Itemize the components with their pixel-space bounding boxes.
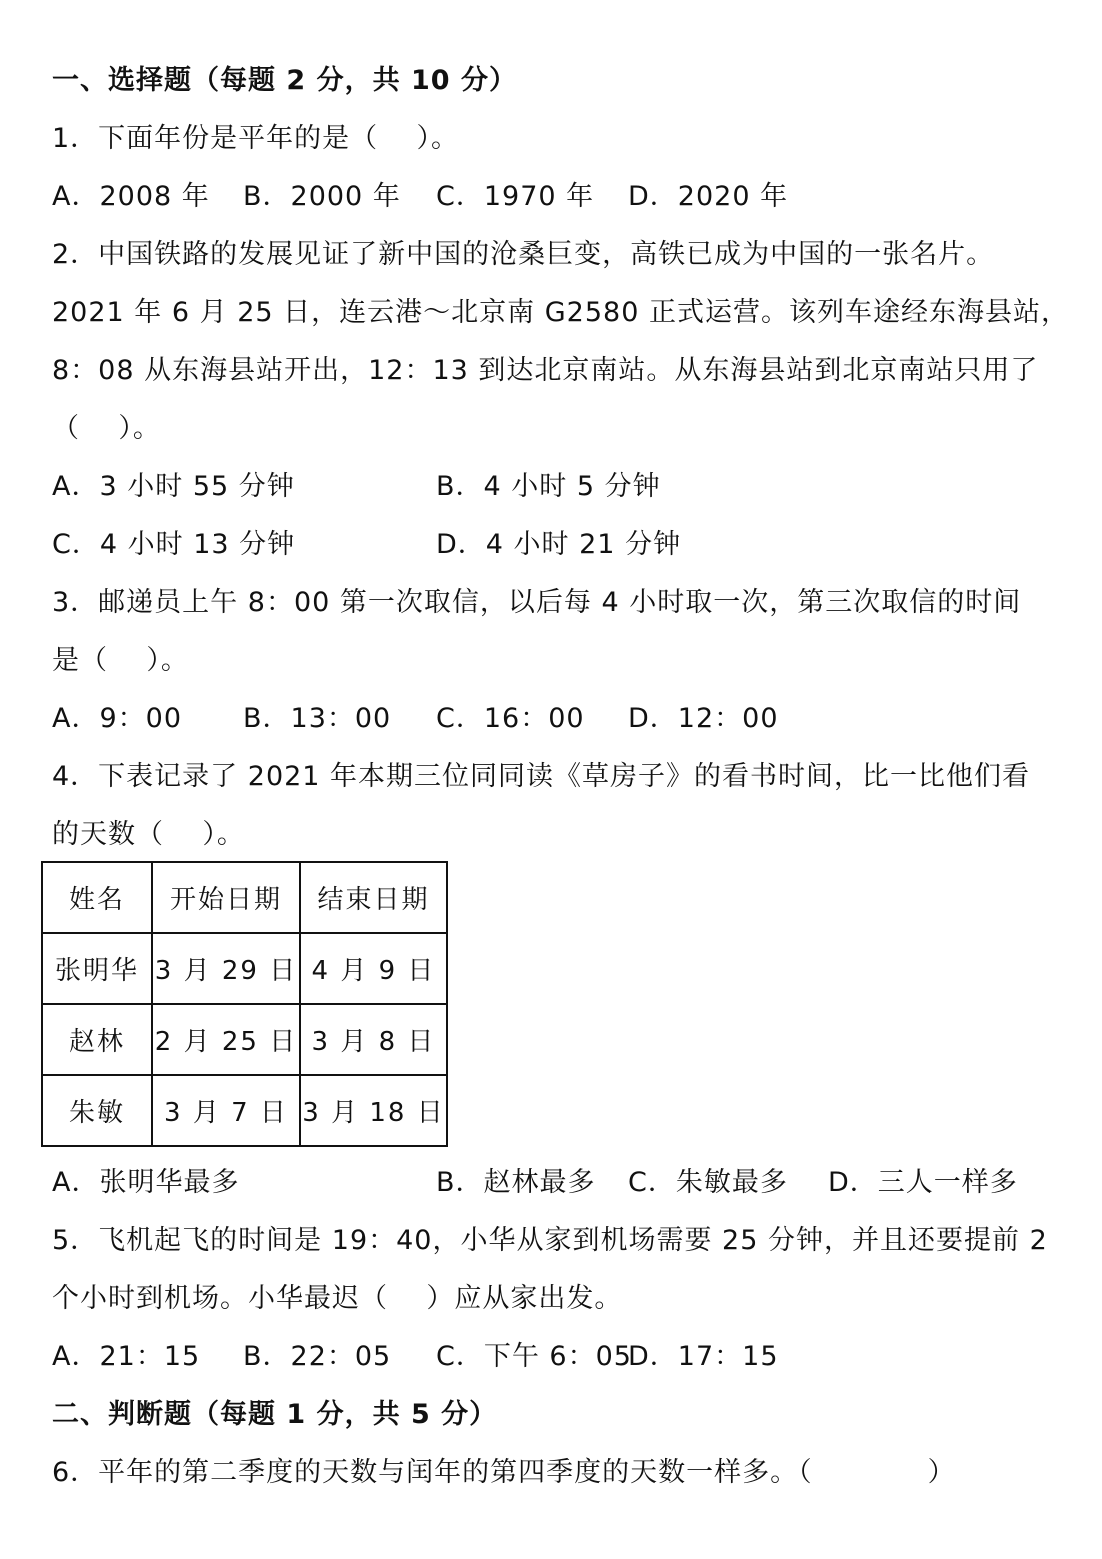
- question-1-option-a: A．2008 年: [52, 181, 210, 212]
- question-5-option-d: D．17：15: [628, 1341, 779, 1372]
- question-5-option-a: A．21：15: [52, 1341, 201, 1372]
- question-6-stem: 6．平年的第二季度的天数与闰年的第四季度的天数一样多。（ ）: [52, 1457, 956, 1488]
- table-cell: 4 月 9 日: [300, 933, 447, 1004]
- question-1-option-b: B．2000 年: [243, 181, 401, 212]
- question-3-line-2: 是（ ）。: [52, 645, 189, 676]
- table-cell: 张明华: [42, 933, 152, 1004]
- question-1-option-d: D．2020 年: [628, 181, 789, 212]
- table-row: [42, 1075, 447, 1146]
- table-cell: 3 月 8 日: [300, 1004, 447, 1075]
- table-cell: 3 月 18 日: [300, 1075, 447, 1146]
- table-header-cell: 姓名: [42, 862, 152, 933]
- question-2-option-d: D．4 小时 21 分钟: [436, 529, 682, 560]
- table-row: [42, 933, 447, 1004]
- question-4-line-1: 4．下表记录了 2021 年本期三位同同读《草房子》的看书时间，比一比他们看: [52, 761, 1031, 792]
- question-1-stem: 1．下面年份是平年的是（ ）。: [52, 123, 460, 154]
- question-5-line-1: 5．飞机起飞的时间是 19：40，小华从家到机场需要 25 分钟，并且还要提前 2: [52, 1225, 1048, 1256]
- question-4-option-d: D．三人一样多: [828, 1167, 1018, 1198]
- question-2-option-a: A．3 小时 55 分钟: [52, 471, 295, 502]
- table-header-cell: 结束日期: [300, 862, 447, 933]
- question-4-option-a: A．张明华最多: [52, 1167, 240, 1198]
- question-2-option-b: B．4 小时 5 分钟: [436, 471, 661, 502]
- question-3-option-d: D．12：00: [628, 703, 779, 734]
- table-cell: 3 月 29 日: [152, 933, 300, 1004]
- section-title-choice: 一、选择题（每题 2 分，共 10 分）: [52, 65, 517, 96]
- question-2-line-4: （ ）。: [52, 413, 161, 444]
- question-3-option-a: A．9：00: [52, 703, 183, 734]
- table-cell: 朱敏: [42, 1075, 152, 1146]
- section-title-judgement: 二、判断题（每题 1 分，共 5 分）: [52, 1399, 498, 1430]
- table-cell: 3 月 7 日: [152, 1075, 300, 1146]
- question-3-option-b: B．13：00: [243, 703, 392, 734]
- question-5-option-b: B．22：05: [243, 1341, 392, 1372]
- table-row: [42, 1004, 447, 1075]
- table-header-row: [42, 862, 447, 933]
- question-2-line-2: 2021 年 6 月 25 日，连云港～北京南 G2580 正式运营。该列车途经东海县站，: [52, 297, 1069, 328]
- question-4-option-c: C．朱敏最多: [628, 1167, 788, 1198]
- question-4-line-2: 的天数（ ）。: [52, 819, 245, 850]
- question-5-option-c: C．下午 6：05: [436, 1341, 632, 1372]
- table-cell: 赵林: [42, 1004, 152, 1075]
- question-4-option-b: B．赵林最多: [436, 1167, 596, 1198]
- question-2-line-3: 8：08 从东海县站开出，12：13 到达北京南站。从东海县站到北京南站只用了: [52, 355, 1039, 386]
- question-2-line-1: 2．中国铁路的发展见证了新中国的沧桑巨变，高铁已成为中国的一张名片。: [52, 239, 995, 270]
- question-3-line-1: 3．邮递员上午 8：00 第一次取信，以后每 4 小时取一次，第三次取信的时间: [52, 587, 1022, 618]
- table-cell: 2 月 25 日: [152, 1004, 300, 1075]
- question-1-option-c: C．1970 年: [436, 181, 595, 212]
- reading-days-table: [41, 861, 448, 1147]
- question-2-option-c: C．4 小时 13 分钟: [52, 529, 296, 560]
- table-header-cell: 开始日期: [152, 862, 300, 933]
- question-5-line-2: 个小时到机场。小华最迟（ ）应从家出发。: [52, 1283, 623, 1314]
- question-3-option-c: C．16：00: [436, 703, 585, 734]
